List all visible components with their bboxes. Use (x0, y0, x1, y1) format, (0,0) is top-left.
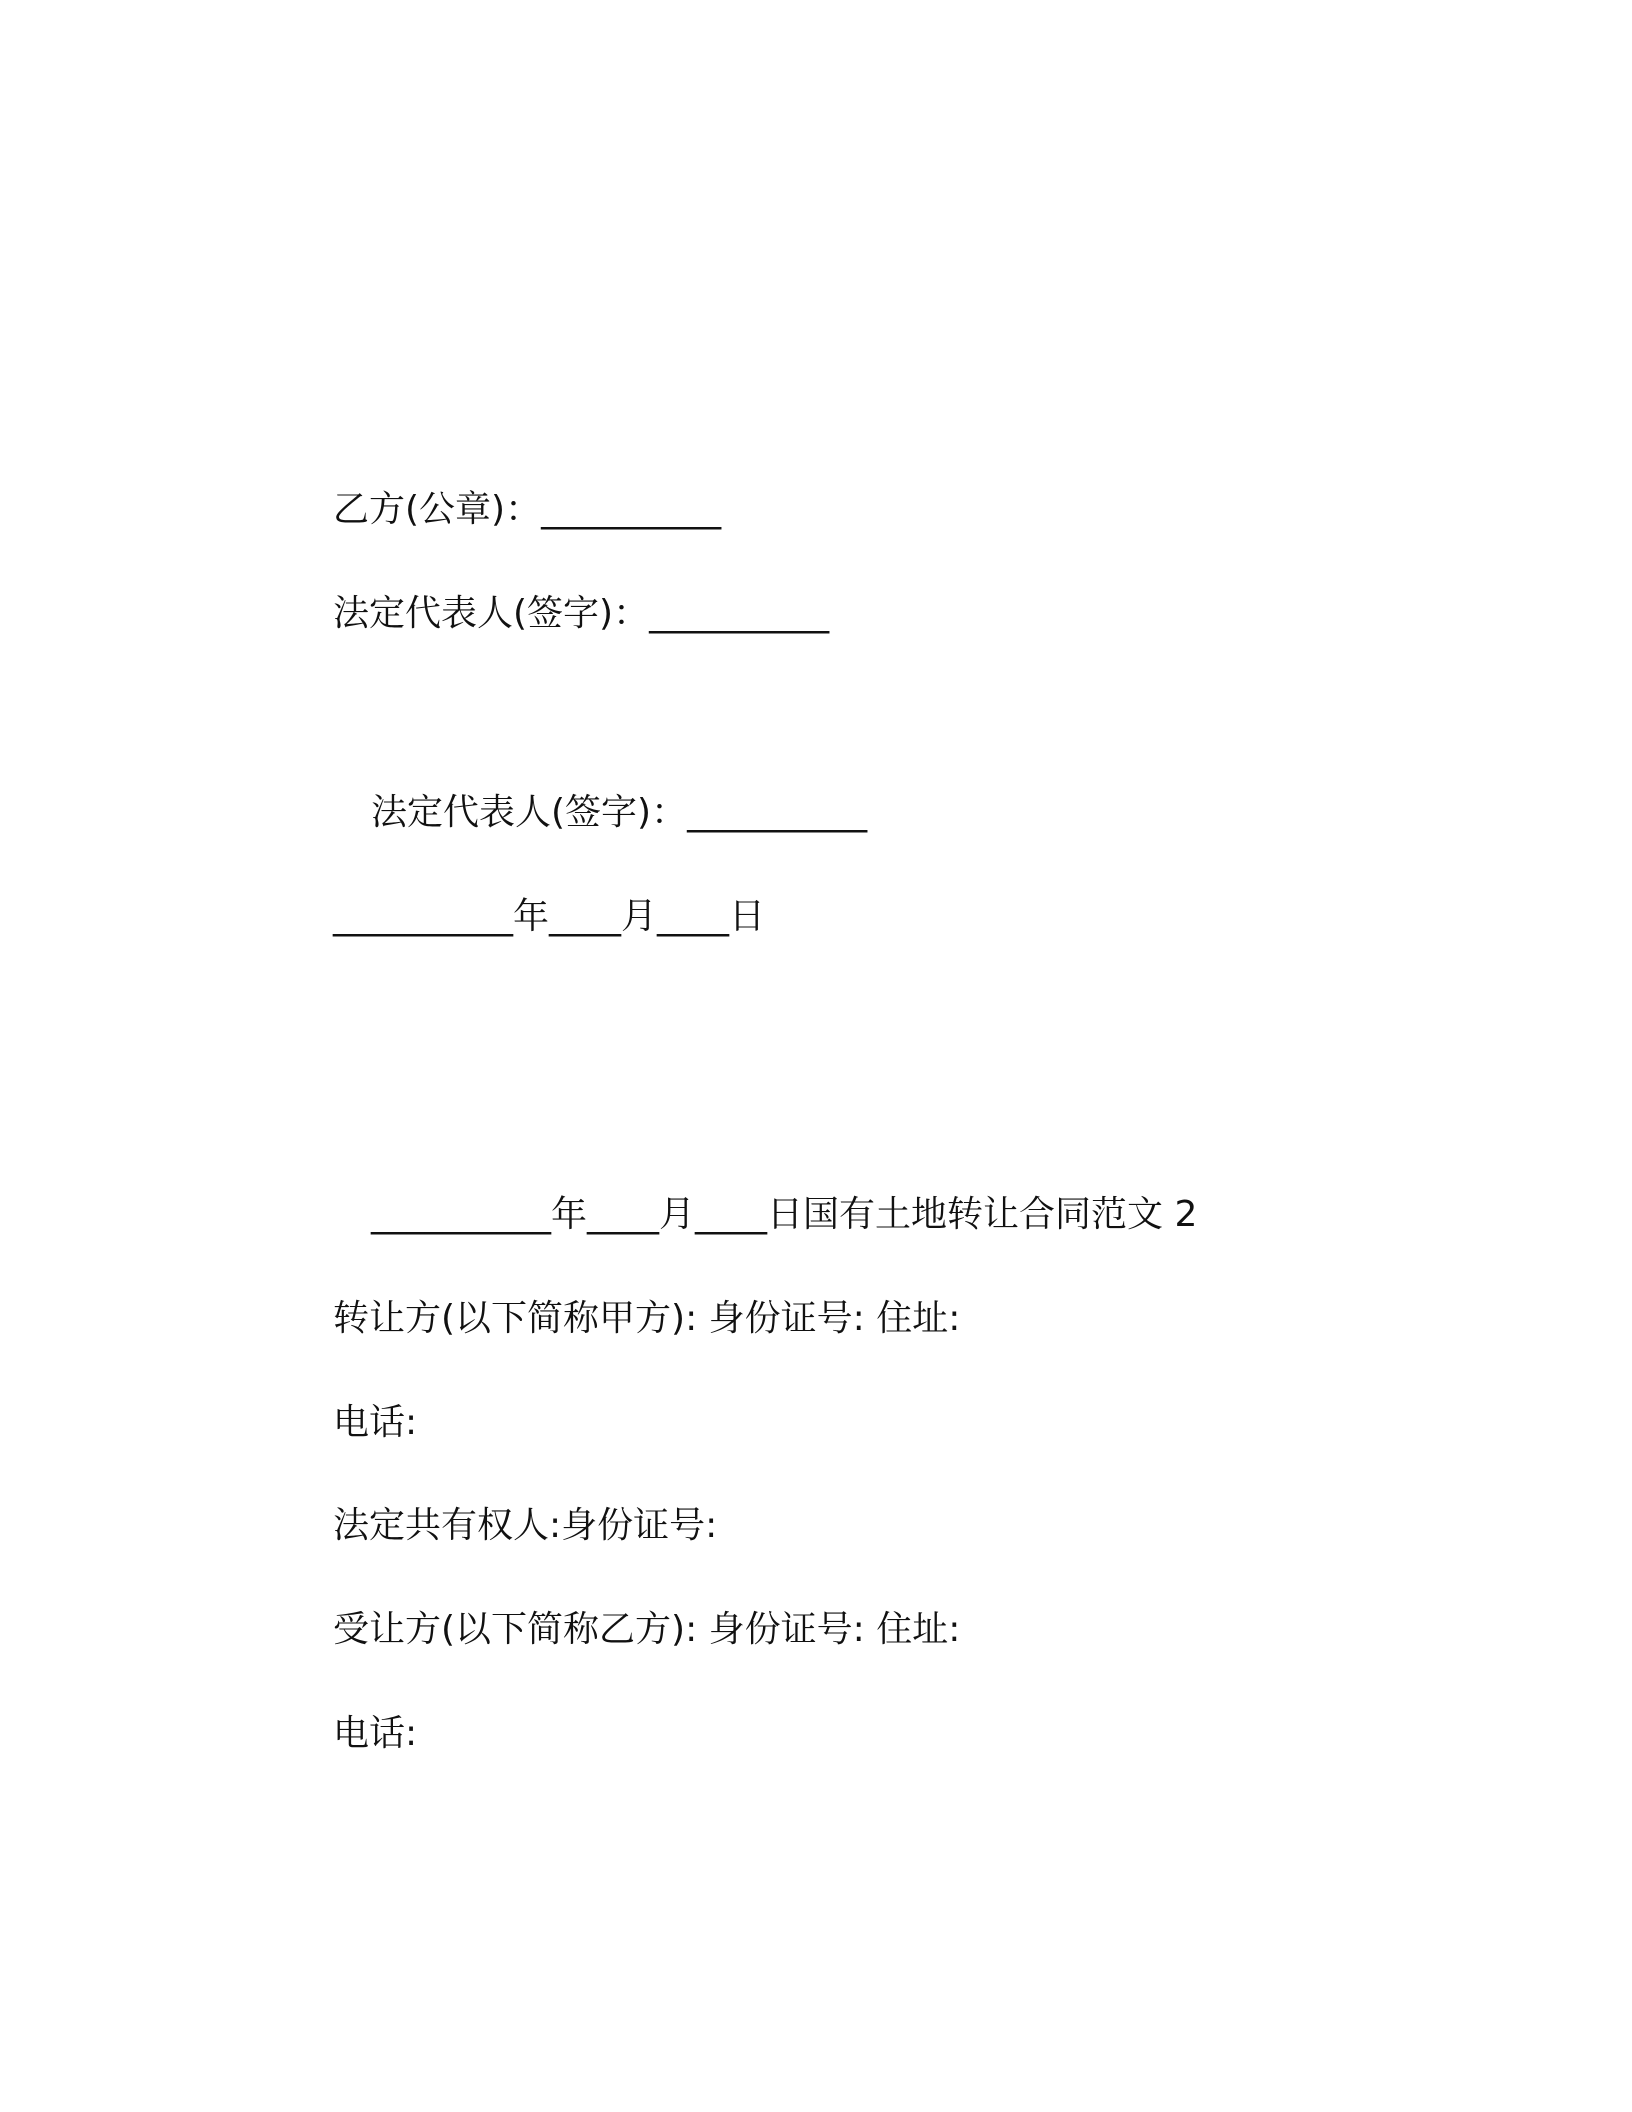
transferor-phone-line: 电话: (333, 1402, 418, 1443)
legal-representative-signature-line: 法定代表人(签字)：__________ (333, 593, 830, 634)
party-b-seal-line: 乙方(公章)：__________ (333, 489, 722, 530)
legal-representative-signature-line-2: 法定代表人(签字)：__________ (371, 792, 868, 833)
transferee-info-line: 受让方(以下简称乙方): 身份证号: 住址: (333, 1609, 961, 1650)
transferor-info-line: 转让方(以下简称甲方): 身份证号: 住址: (333, 1298, 961, 1339)
co-owner-info-line: 法定共有权人:身份证号: (333, 1505, 718, 1546)
date-and-contract-title-line: __________年____月____日国有土地转让合同范文 2 (371, 1194, 1198, 1235)
transferee-phone-line: 电话: (333, 1713, 418, 1754)
date-line: __________年____月____日 (333, 896, 765, 937)
